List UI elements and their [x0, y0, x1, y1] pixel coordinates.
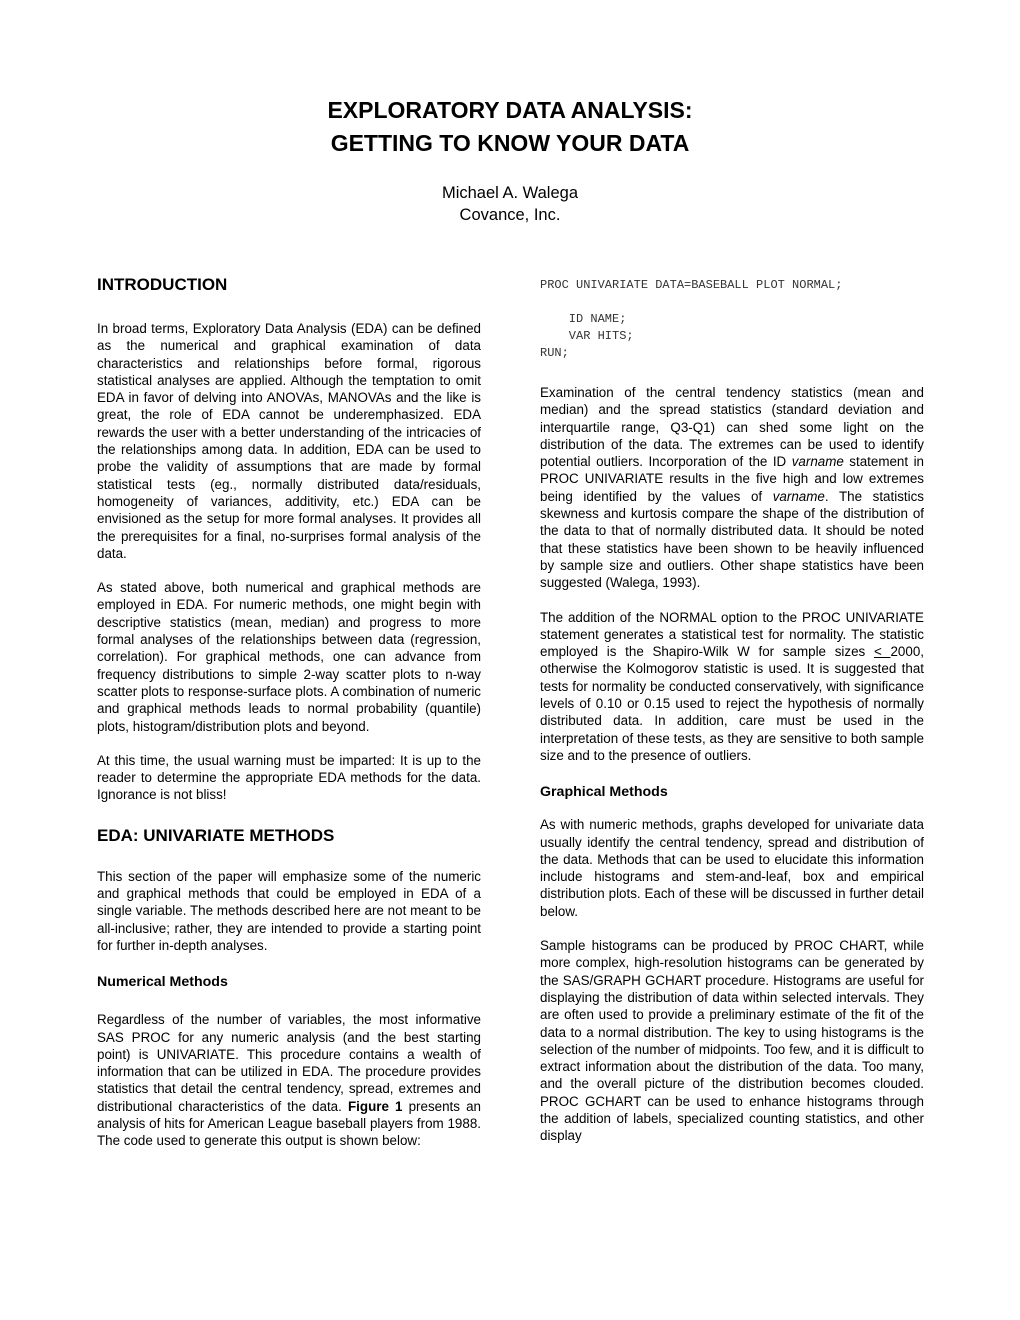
- intro-paragraph-1: In broad terms, Exploratory Data Analysis (EDA) can be defined as the numerical and graphical examination of data characteristics and relationships before formal, rigorous statistical analyses are applied. Although the temptation to omit EDA in favor of delving into ANOVAs, MANOVAs and the like is great, the role of EDA cannot be underemphasized. EDA rewards the user with a better understanding of the intricacies of the relationships among data. In addition, EDA can be used to probe the validity of assumptions that are made by formal statistical tests (eg., normally distributed data/residuals, homogeneity of variances, additivity, etc.) EDA can be envisioned as the setup for more formal analyses. It provides all the prerequisites for a final, no-surprises formal analysis of the data.: [97, 321, 481, 561]
- varname-term-2: varname: [772, 488, 825, 504]
- eda-paragraph-1: This section of the paper will emphasize some of the numeric and graphical methods that could be employed in EDA of a single variable. The methods described here are not meant to be all-inclusive; rather, they are intended to provide a starting point for further in-depth analyses.: [97, 868, 481, 953]
- heading-graphical-methods: Graphical Methods: [540, 784, 668, 801]
- sas-code-block: PROC UNIVARIATE DATA=BASEBALL PLOT NORMAL; ID NAME; VAR HITS; RUN;: [540, 278, 843, 360]
- figure-1-reference: Figure 1: [347, 1098, 403, 1114]
- title-line-1: EXPLORATORY DATA ANALYSIS:: [327, 97, 693, 123]
- stats-text-c: . The statistics skewness and kurtosis compare the shape of the distribution of the data to that of normally distributed data. It should be noted that these statistics have been shown to be heavily influenced by sample size and outliers. Other shape statistics have been suggested (Walega, 1993).: [540, 488, 924, 591]
- graphical-paragraph-1: As with numeric methods, graphs developed for univariate data usually identify the central tendency, spread and distribution of the data. Methods that can be used to elucidate this information include histograms and stem-and-leaf, box and empirical distribution plots. Each of these will be discussed in further detail below.: [540, 817, 924, 919]
- stats-text-a: Examination of the central tendency statistics (mean and median) and the spread statistics (standard deviation and interquartile range, Q3-Q1) can shed some light on the distribution of the data. The extremes can be used to identify potential outliers. Incorporation of the ID: [540, 385, 924, 470]
- right-column: [540, 274, 924, 1145]
- left-column: [97, 274, 481, 1150]
- varname-term-1: varname: [791, 454, 844, 470]
- normality-paragraph: [540, 609, 924, 765]
- title-line-2: GETTING TO KNOW YOUR DATA: [330, 130, 690, 156]
- heading-eda-univariate: EDA: UNIVARIATE METHODS: [97, 825, 335, 845]
- normality-text-b: 2000, otherwise the Kolmogorov statistic is used. It is suggested that tests for normality be conducted conservatively, with significance levels of 0.10 or 0.15 used to reject the hypothesis of normally distributed data. In addition, care must be used in the interpretation of these tests, as they are sensitive to both sample size and to the presence of outliers.: [540, 644, 924, 763]
- heading-numerical-methods: Numerical Methods: [97, 974, 228, 991]
- numerical-text-a: Regardless of the number of variables, the most informative SAS PROC for any numeric analysis (and the best starting point) is UNIVARIATE. This procedure contains a wealth of information that can be utilized in EDA. The procedure provides statistics that detail the central tendency, spread, extremes and distributional characteristics of the data.: [97, 1012, 481, 1114]
- intro-paragraph-2: As stated above, both numerical and graphical methods are employed in EDA. For numeric methods, one might begin with descriptive statistics (mean, median) and progress to more formal analyses of the relationships between data (regression, correlation). For graphical methods, one can advance from frequency distributions to simple 2-way scatter plots to n-way scatter plots to response-surface plots. A combination of numeric and graphical methods leads to normal probability (quantile) plots, histogram/distribution plots and beyond.: [97, 580, 481, 734]
- graphical-paragraph-2: Sample histograms can be produced by PROC CHART, while more complex, high-resolution histograms can be generated by the SAS/GRAPH GCHART procedure. Histograms are useful for displaying the distribution of data within selected intervals. They are often used to provide a preliminary estimate of the fit of the data to a normal distribution. The key to using histograms is the selection of the number of midpoints. Too few, and it is difficult to extract information about the distribution of the data. Too many, and the overall picture of the distribution becomes clouded. PROC GCHART can be used to enhance histograms through the addition of labels, specialized counting statistics, and other display: [540, 938, 924, 1144]
- author-name: Michael A. Walega: [441, 184, 579, 202]
- numerical-text-b: presents an analysis of hits for American League baseball players from 1988. The code used to generate this output is shown below:: [97, 1098, 481, 1149]
- author-affiliation: Covance, Inc.: [459, 206, 561, 224]
- heading-introduction: INTRODUCTION: [97, 275, 228, 294]
- paper-title: [0, 94, 1020, 160]
- normality-text-a: The addition of the NORMAL option to the PROC UNIVARIATE statement generates a statistical test for normality. The statistic employed is the Shapiro-Wilk W for sample sizes: [540, 609, 924, 660]
- stats-text-b: statement in PROC UNIVARIATE results in the five high and low extremes being identified by the values of: [540, 454, 925, 504]
- less-equal-symbol: <: [873, 644, 891, 660]
- author-block: [0, 182, 1020, 226]
- numerical-paragraph-1: [97, 1011, 481, 1149]
- stats-paragraph-1: [540, 384, 924, 592]
- intro-paragraph-3: At this time, the usual warning must be imparted: It is up to the reader to determine the appropriate EDA methods for the data. Ignorance is not bliss!: [97, 752, 481, 803]
